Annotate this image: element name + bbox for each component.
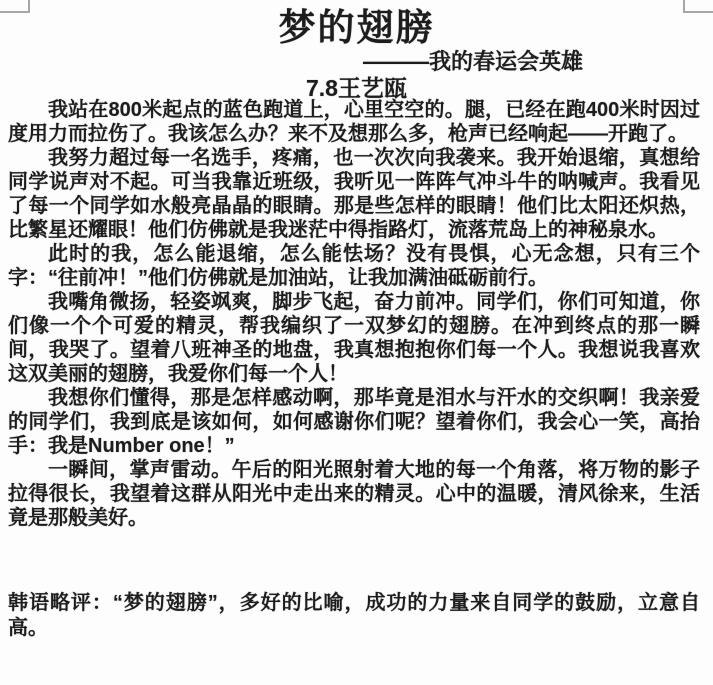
essay-body — [0, 98, 713, 534]
essay-paragraph: 此时的我，怎么能退缩，怎么能怯场？没有畏惧，心无念想，只有三个字：“往前冲！”他们仿佛就是加油站，让我加满油砥砺前行。 — [8, 243, 700, 289]
essay-title: 梦的翅膀 — [278, 7, 435, 48]
essay-paragraph: 我努力超过每一名选手，疼痛，也一次次向我袭来。我开始退缩，真想给同学说声对不起。可当我靠近班级，我听见一阵阵气冲斗牛的呐喊声。我看见了每一个同学如水般亮晶晶的眼睛。那是些怎样的眼睛！他们比太阳还炽热，比繁星还耀眼！他们仿佛就是我迷茫中得指路灯，流落荒岛上的神秘泉水。 — [8, 147, 700, 241]
essay-paragraph: 我想你们懂得，那是怎样感动啊，那毕竟是泪水与汗水的交织啊！我亲爱的同学们，我到底是该如何，如何感谢你们呢？望着你们，我会心一笑，高抬手：我是Number one！” — [8, 387, 700, 457]
essay-paragraph: 我嘴角微扬，轻姿飒爽，脚步飞起，奋力前冲。同学们，你们可知道，你们像一个个可爱的精灵，帮我编织了一双梦幻的翅膀。在冲到终点的那一瞬间，我哭了。望着八班神圣的地盘，我真想抱抱你们每一个人。我想说我喜欢这双美丽的翅膀，我爱你们每一个人！ — [8, 291, 700, 385]
page-frame-corner-left — [0, 0, 30, 13]
essay-author: 7.8王艺瓯 — [306, 75, 407, 101]
essay-paragraph: 一瞬间，掌声雷动。午后的阳光照射着大地的每一个角落，将万物的影子拉得很长，我望着这群从阳光中走出来的精灵。心中的温暖，清风徐来，生活竟是那般美好。 — [8, 459, 700, 529]
teacher-comment: 韩语略评：“梦的翅膀”，多好的比喻，成功的力量来自同学的鼓励，立意自高。 — [8, 592, 700, 639]
essay-paragraph: 我站在800米起点的蓝色跑道上，心里空空的。腿，已经在跑400米时因过度用力而拉伤了。我该怎么办？来不及想那么多，枪声已经响起——开跑了。 — [8, 99, 700, 145]
page-frame-corner-right — [683, 0, 713, 13]
essay-subtitle: ———我的春运会英雄 — [362, 49, 583, 74]
